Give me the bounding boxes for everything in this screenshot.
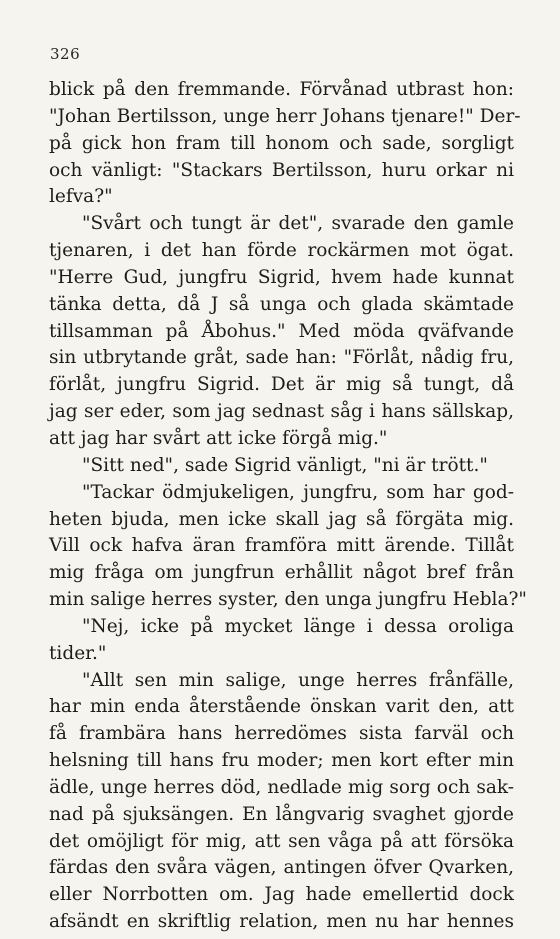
text-line: ädle, unge herres död, nedlade mig sorg och sak- — [49, 776, 514, 798]
body-text — [49, 77, 527, 936]
text-line: förlåt, jungfru Sigrid. Det är mig så tungt, då — [49, 374, 514, 396]
text-line: lefva?" — [49, 186, 113, 208]
text-line: eller Norrbotten om. Jag hade emellertid dock — [49, 884, 514, 906]
text-line: och vänligt: "Stackars Bertilsson, huru orkar ni — [49, 159, 514, 181]
text-line: nad på sjuksängen. En långvarig svaghet gjorde — [49, 803, 514, 825]
text-line: få frambära hans herredömes sista farväl och — [49, 723, 514, 745]
text-line: "Sitt ned", sade Sigrid vänligt, "ni är trött." — [82, 454, 488, 476]
text-line: "Herre Gud, jungfru Sigrid, hvem hade kunnat — [49, 266, 514, 288]
text-line: tänka detta, då J så unga och glada skämtade — [49, 293, 514, 315]
text-line: min salige herres syster, den unga jungfru Hebla?" — [49, 589, 527, 611]
text-line: helsning till hans fru moder; men kort efter min — [49, 750, 514, 772]
text-line: blick på den fremmande. Förvånad utbrast hon: — [49, 79, 514, 100]
text-line: på gick hon fram till honom och sade, sorgligt — [49, 132, 514, 154]
text-line: "Svårt och tungt är det", svarade den gamle — [82, 213, 514, 235]
text-line: det omöjligt för mig, att sen våga på att försöka — [49, 830, 514, 852]
text-line: att jag har svårt att icke förgå mig." — [49, 427, 388, 449]
text-line: tjenaren, i det han förde rockärmen mot ögat. — [49, 240, 514, 262]
text-line: färdas den svåra vägen, antingen öfver Qvarken, — [49, 857, 514, 879]
text-line: har min enda återstående önskan varit den, att — [49, 696, 514, 718]
text-line: "Nej, icke på mycket länge i dessa oroliga — [82, 615, 514, 637]
text-line: Vill ock hafva äran framföra mitt ärende. Tillåt — [49, 535, 514, 557]
text-line: tillsamman på Åbohus." Med möda qväfvande — [49, 320, 514, 342]
text-line: tider." — [49, 642, 107, 664]
text-line: mig fråga om jungfrun erhållit något bref från — [49, 562, 514, 584]
text-line: heten bjuda, men icke skall jag så förgäta mig. — [49, 508, 514, 530]
text-line: "Allt sen min salige, unge herres frånfälle, — [82, 669, 514, 691]
text-line: jag ser eder, som jag sednast såg i hans sällskap, — [49, 401, 514, 423]
text-line: afsändt en skriftlig relation, men nu har hennes — [49, 911, 514, 933]
text-line: "Tackar ödmjukeligen, jungfru, som har god- — [82, 481, 514, 503]
text-line: sin utbrytande gråt, sade han: "Förlåt, nådig fru, — [49, 347, 514, 369]
text-line: "Johan Bertilsson, unge herr Johans tjenare!" Der- — [49, 105, 521, 127]
page-number: 326 — [50, 45, 81, 63]
